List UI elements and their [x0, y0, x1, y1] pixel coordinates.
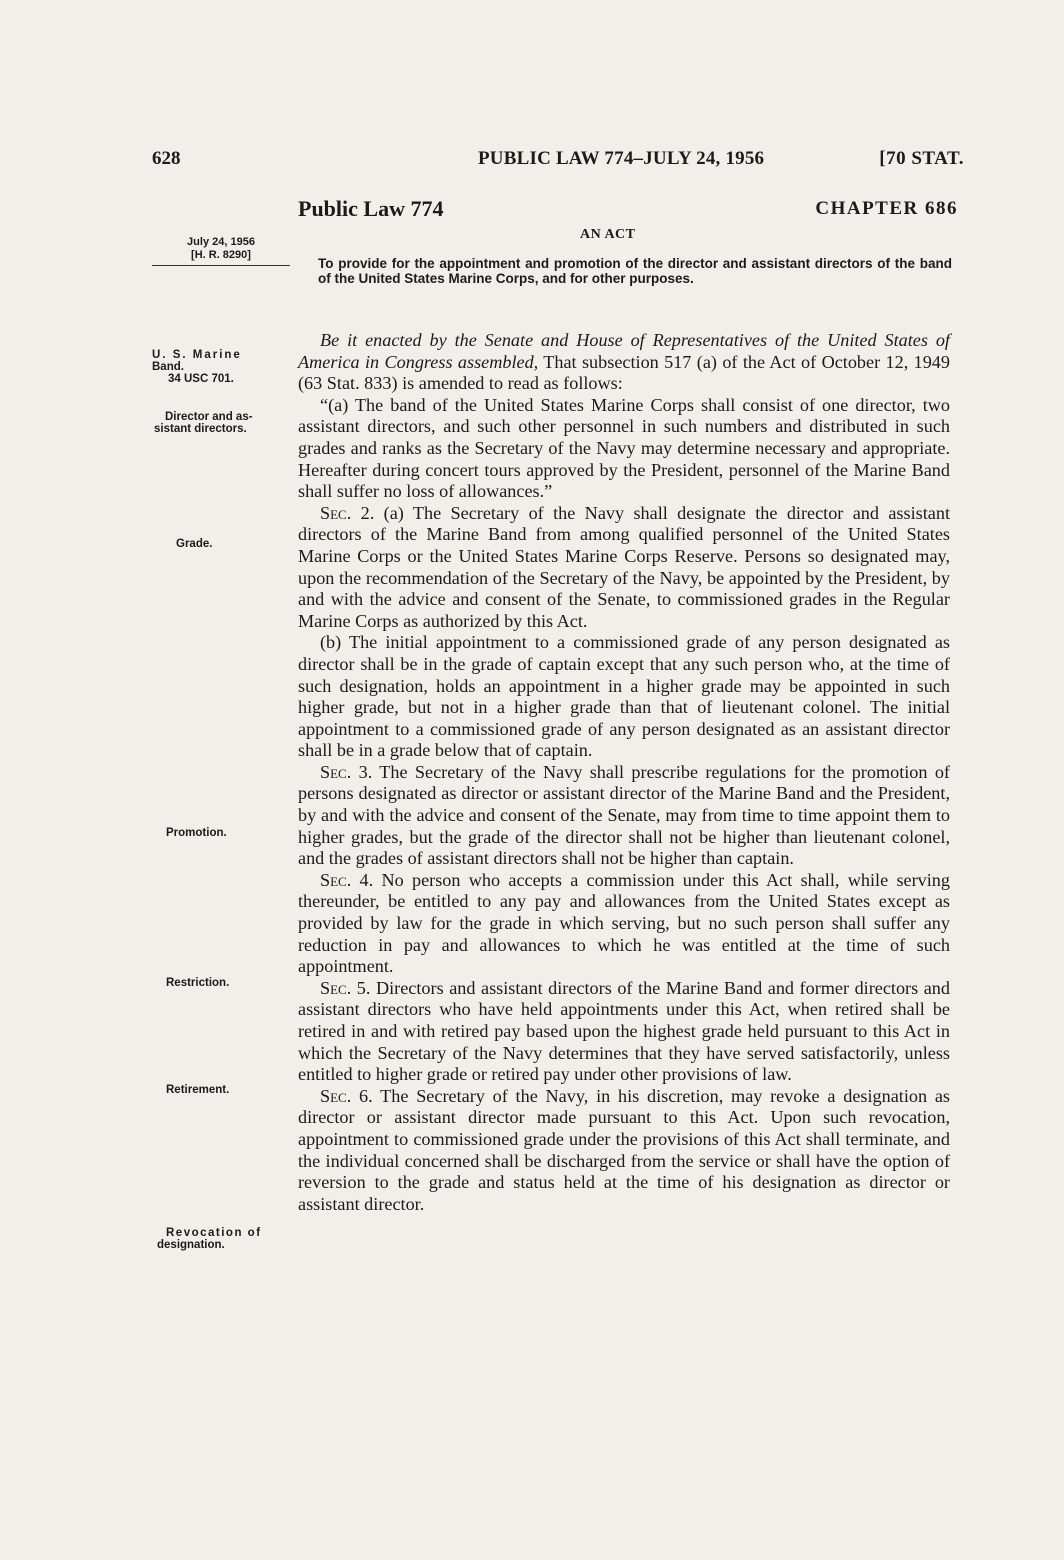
act-body	[298, 330, 950, 1215]
section-4	[298, 870, 950, 978]
section-2-paragraph-a	[298, 503, 950, 633]
section-6	[298, 1086, 950, 1216]
margin-note-revocation-line2: designation.	[157, 1239, 225, 1251]
chapter-number: CHAPTER 686	[815, 198, 958, 219]
bill-number: [H. R. 8290]	[191, 249, 251, 261]
margin-note-restriction-text: Restriction.	[166, 977, 230, 989]
margin-note-revocation	[140, 1227, 290, 1251]
an-act-heading: AN ACT	[580, 227, 636, 242]
section-2-label: Sec. 2.	[320, 502, 375, 523]
enactment-date: July 24, 1956	[187, 236, 255, 248]
enacting-clause-italic: Be it enacted by the Senate and House of Representatives of the United States of America in Congress assembled,	[298, 330, 950, 372]
section-3	[298, 762, 950, 870]
enacting-clause	[298, 330, 950, 395]
running-head	[152, 148, 964, 174]
section-2-paragraph-b: (b) The initial appointment to a commissioned grade of any person designated as director shall be in the grade of captain except that any such person who, at the time of such designation, holds an appointment in a higher grade may be appointed in such higher grade, but not in a higher grade than that of lieutenant colonel. The initial appointment to a commissioned grade of any person designated as an assistant director shall be in a grade below that of captain.	[298, 632, 950, 761]
section-5	[298, 978, 950, 1086]
margin-note-directors	[140, 411, 290, 435]
margin-note-promotion-text: Promotion.	[166, 827, 227, 839]
section-6-text: The Secretary of the Navy, in his discretion, may revoke a designation as director or assistant director made pursuant to this Act. Upon such revocation, appointment to commissioned grade under the provisions of this Act shall terminate, and the individual concerned shall be discharged from the service or shall have the option of reversion to the grade and status held at the time of his designation as director or assistant director.	[298, 1085, 951, 1214]
margin-note-marine-band-line2: Band.	[152, 361, 184, 373]
running-title: PUBLIC LAW 774–JULY 24, 1956	[478, 148, 765, 169]
law-title: Public Law 774	[298, 196, 444, 221]
section-1-paragraph-a: “(a) The band of the United States Marine Corps shall consist of one director, two assistant directors, and such other personnel in such numbers and distributed in such grades and ranks as the Secretary of the Navy may determine necessary and appropriate. Hereafter during concert tours approved by the President, personnel of the Marine Band shall suffer no loss of allowances.”	[298, 394, 950, 502]
section-3-text: The Secretary of the Navy shall prescribe regulations for the promotion of persons designated as director or assistant director of the Marine Band and the President, by and with the advice and consent of the Senate, may from time to time appoint them to higher grades, but the grade of the director shall not be higher than lieutenant colonel, and the grades of assistant directors shall not be higher than captain.	[298, 761, 950, 869]
margin-note-restriction	[140, 977, 290, 989]
section-6-label: Sec. 6.	[320, 1085, 373, 1106]
section-4-label: Sec. 4.	[320, 869, 374, 890]
margin-note-promotion	[140, 827, 290, 839]
section-3-label: Sec. 3.	[320, 761, 373, 782]
margin-note-retirement-text: Retirement.	[166, 1084, 230, 1096]
margin-note-usc: 34 USC 701.	[168, 373, 234, 385]
margin-note-directors-line2: sistant directors.	[154, 423, 247, 435]
purpose-text: To provide for the appointment and promotion of the director and assistant directors of the band of the United States Marine Corps, and for other purposes.	[318, 256, 952, 286]
margin-note-grade-text: Grade.	[176, 538, 213, 550]
margin-note-marine-band-line1: U. S. Marine	[152, 349, 242, 361]
page-number: 628	[152, 148, 181, 169]
margin-note-retirement	[140, 1084, 290, 1096]
margin-note-marine-band	[140, 349, 290, 385]
statute-reference: [70 STAT.	[879, 148, 964, 169]
margin-note-directors-line1: Director and as-	[165, 411, 253, 423]
act-purpose	[300, 256, 952, 286]
margin-note-revocation-line1: Revocation of	[166, 1227, 262, 1239]
margin-note-grade	[140, 538, 290, 550]
section-5-text: Directors and assistant directors of the Marine Band and former directors and assistant directors who have held appointments under this Act, when retired shall be retired in and with retired pay based upon the highest grade held pursuant to this Act in which the Secretary of the Navy determines that they have served satisfactorily, unless entitled to higher grade or retired pay under other provisions of law.	[298, 977, 950, 1085]
section-4-text: No person who accepts a commission under this Act shall, while serving thereunder, be entitled to any pay and allowances from the United States except as provided by law for the grade in which serving, but no such person shall suffer any reduction in pay and allowances to which he was entitled at the time of such appointment.	[298, 869, 950, 977]
section-2-a-text: (a) The Secretary of the Navy shall designate the director and assistant directors of the Marine Band from among qualified personnel of the United States Marine Corps or the United States Marine Corps Reserve. Persons so designated may, upon the recommendation of the Secretary of the Navy, be appointed by the President, by and with the advice and consent of the Senate, to commissioned grades in the Regular Marine Corps as authorized by this Act.	[298, 502, 950, 631]
enacting-clause-rest: That subsection 517 (a) of the Act of October 12, 1949 (63 Stat. 833) is amended to read as follows:	[298, 351, 950, 394]
enactment-date-block	[152, 236, 290, 266]
section-5-label: Sec. 5.	[320, 977, 371, 998]
